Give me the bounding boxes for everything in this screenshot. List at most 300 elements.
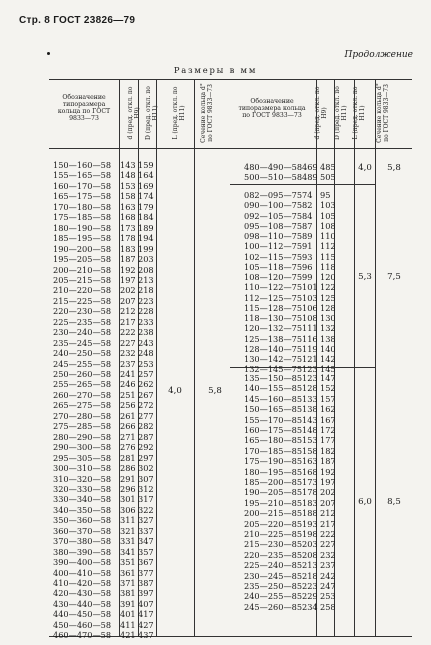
cell-D: 182 bbox=[320, 445, 336, 456]
cell-designation: 185—195—58 bbox=[53, 233, 112, 244]
cell-designation: 155—170—85 bbox=[244, 414, 303, 425]
table-row bbox=[53, 442, 155, 452]
cell-designation: 205—215—58 bbox=[53, 274, 112, 285]
cell-designation: 310—320—58 bbox=[53, 473, 112, 484]
cell-d: 208 bbox=[302, 549, 318, 560]
cell-designation: 320—330—58 bbox=[53, 483, 112, 494]
cell-d: 306 bbox=[120, 504, 136, 515]
cell-d: 173 bbox=[302, 477, 318, 487]
cell-d: 84 bbox=[302, 210, 313, 221]
cell-D: 174 bbox=[138, 191, 154, 202]
cell-designation: 215—225—58 bbox=[53, 295, 112, 306]
cell-designation: 175—185—58 bbox=[53, 212, 112, 223]
table-row bbox=[53, 536, 155, 546]
table-row bbox=[53, 421, 155, 431]
cell-designation: 255—265—58 bbox=[53, 379, 112, 390]
cell-D: 248 bbox=[138, 348, 154, 359]
table-row bbox=[244, 394, 354, 404]
cell-d: 158 bbox=[302, 445, 318, 456]
cell-d: 266 bbox=[120, 421, 136, 432]
cell-designation: 450—460—58 bbox=[53, 619, 112, 630]
cell-D: 417 bbox=[138, 609, 154, 620]
cell-designation: 210—225—85 bbox=[244, 529, 303, 539]
cell-D: 108 bbox=[320, 220, 336, 231]
table-row bbox=[244, 221, 354, 231]
table-row bbox=[53, 306, 155, 316]
cell-designation: 250—260—58 bbox=[53, 369, 112, 379]
cell-d: 148 bbox=[120, 170, 136, 181]
table-row bbox=[244, 487, 354, 497]
table-row bbox=[53, 599, 155, 609]
cell-d: 281 bbox=[120, 452, 136, 463]
cell-d: 291 bbox=[120, 473, 136, 484]
cell-designation: 120—132—75 bbox=[244, 323, 303, 334]
cell-designation: 220—235—85 bbox=[244, 549, 303, 560]
table-row bbox=[53, 348, 155, 358]
cell-D: 287 bbox=[138, 431, 154, 442]
cell-D: 243 bbox=[138, 337, 154, 348]
cell-d: 232 bbox=[120, 348, 136, 359]
left-table bbox=[49, 79, 237, 641]
cell-d: 351 bbox=[120, 557, 136, 568]
cell-D: 327 bbox=[138, 515, 154, 526]
cell-D: 128 bbox=[320, 302, 336, 313]
cell-d: 158 bbox=[120, 191, 136, 202]
cell-d: 301 bbox=[120, 494, 136, 505]
cell-d: 321 bbox=[120, 525, 136, 536]
table-row bbox=[53, 369, 155, 379]
cell-D: 317 bbox=[138, 494, 154, 505]
cell-D: 217 bbox=[320, 518, 336, 529]
cell-designation: 150—160—58 bbox=[53, 160, 112, 170]
table-row bbox=[244, 200, 354, 210]
cell-d: 103 bbox=[302, 292, 318, 303]
cell-D: 292 bbox=[138, 442, 154, 453]
cell-d: 168 bbox=[302, 466, 318, 477]
table-row bbox=[244, 303, 354, 313]
cell-D: 207 bbox=[320, 497, 336, 508]
table-row bbox=[244, 211, 354, 221]
cell-D: 115 bbox=[320, 251, 336, 262]
cell-D: 105 bbox=[320, 210, 336, 221]
cell-designation: 245—255—58 bbox=[53, 358, 112, 369]
cell-D: 297 bbox=[138, 452, 154, 463]
table-row bbox=[53, 202, 155, 212]
cell-d: 251 bbox=[120, 389, 136, 400]
cell-d: 229 bbox=[302, 591, 318, 602]
table-row bbox=[244, 282, 354, 292]
cell-d: 101 bbox=[302, 282, 318, 293]
table-row bbox=[244, 560, 354, 570]
header-L: L (пред. откл. по H11) bbox=[172, 86, 186, 140]
table-row bbox=[244, 498, 354, 508]
table-row bbox=[244, 415, 354, 425]
cell-D: 199 bbox=[138, 243, 154, 254]
cell-D: 172 bbox=[320, 425, 336, 435]
cell-D: 152 bbox=[320, 383, 336, 394]
table-row bbox=[244, 591, 354, 601]
cell-designation: 240—255—85 bbox=[244, 591, 303, 602]
cell-d: 213 bbox=[302, 560, 318, 571]
cell-designation: 135—150—85 bbox=[244, 373, 303, 383]
ink-dot bbox=[47, 52, 50, 55]
table-row bbox=[53, 244, 155, 254]
cell-designation: 082—095—75 bbox=[244, 190, 303, 200]
cell-d: 198 bbox=[302, 529, 318, 539]
table-row bbox=[244, 313, 354, 323]
cell-designation: 132—145—75 bbox=[244, 364, 303, 375]
cell-designation: 130—142—75 bbox=[244, 354, 303, 364]
cell-d: 121 bbox=[302, 354, 318, 364]
table-row bbox=[244, 550, 354, 560]
cell-designation: 210—220—58 bbox=[53, 285, 112, 296]
cell-designation: 300—310—58 bbox=[53, 463, 112, 474]
cell-D: 189 bbox=[138, 222, 154, 233]
cell-designation: 225—240—85 bbox=[244, 560, 303, 571]
table-row bbox=[244, 425, 354, 435]
table-row bbox=[53, 568, 155, 578]
cell-d: 207 bbox=[120, 295, 136, 306]
cell-D: 145 bbox=[320, 364, 336, 375]
table-row bbox=[244, 529, 354, 539]
table-row bbox=[53, 505, 155, 515]
cell-D: 203 bbox=[138, 254, 154, 265]
table-row bbox=[53, 160, 155, 170]
header-d: d (пред. откл. по H9) bbox=[127, 86, 141, 140]
cell-designation: 180—195—85 bbox=[244, 466, 303, 477]
right-group2-L: 5,3 bbox=[358, 272, 372, 282]
cell-designation: 240—250—58 bbox=[53, 348, 112, 359]
table-row bbox=[53, 223, 155, 233]
table-row bbox=[53, 359, 155, 369]
cell-designation: 380—390—58 bbox=[53, 546, 112, 557]
cell-D: 377 bbox=[138, 567, 154, 578]
cell-designation: 235—250—85 bbox=[244, 581, 303, 591]
cell-designation: 235—245—58 bbox=[53, 337, 112, 348]
cell-D: 118 bbox=[320, 261, 336, 272]
table-row bbox=[53, 547, 155, 557]
cell-designation: 195—205—58 bbox=[53, 254, 112, 265]
cell-d: 381 bbox=[120, 588, 136, 599]
table-row bbox=[53, 379, 155, 389]
cell-designation: 175—190—85 bbox=[244, 456, 303, 467]
left-L-value: 4,0 bbox=[168, 386, 182, 396]
cell-d: 193 bbox=[302, 518, 318, 529]
cell-d: 183 bbox=[302, 497, 318, 508]
cell-d: 296 bbox=[120, 483, 136, 494]
table-row bbox=[53, 620, 155, 630]
right-group3-L: 6,0 bbox=[358, 497, 372, 507]
table-row bbox=[53, 526, 155, 536]
table-row bbox=[244, 456, 354, 466]
table-row bbox=[244, 539, 354, 549]
cell-d: 138 bbox=[302, 404, 318, 415]
table-row bbox=[244, 272, 354, 282]
cell-d: 202 bbox=[120, 285, 136, 296]
cell-D: 169 bbox=[138, 180, 154, 191]
cell-d: 143 bbox=[302, 414, 318, 425]
cell-designation: 280—290—58 bbox=[53, 431, 112, 442]
cell-D: 427 bbox=[138, 619, 154, 630]
cell-D: 179 bbox=[138, 201, 154, 212]
cell-designation: 150—165—85 bbox=[244, 404, 303, 415]
cell-d: 163 bbox=[302, 456, 318, 467]
cell-D: 187 bbox=[320, 456, 336, 467]
cell-D: 202 bbox=[320, 487, 336, 498]
cell-d: 87 bbox=[302, 220, 313, 231]
table-row bbox=[244, 323, 354, 333]
cell-D: 407 bbox=[138, 598, 154, 609]
cell-designation: 275—285—58 bbox=[53, 421, 112, 432]
cell-d: 143 bbox=[120, 160, 136, 170]
table-row bbox=[53, 285, 155, 295]
header-section: Сечение кольца d° по ГОСТ 9833—73 bbox=[376, 83, 390, 143]
table-row bbox=[244, 602, 354, 612]
table-title: Размеры в мм bbox=[173, 65, 258, 75]
table-row bbox=[53, 630, 155, 640]
cell-d: 217 bbox=[120, 316, 136, 327]
cell-d: 203 bbox=[302, 539, 318, 550]
cell-designation: 295—305—58 bbox=[53, 452, 112, 463]
header-D: D (пред. откл. по H11) bbox=[145, 86, 159, 140]
cell-D: 125 bbox=[320, 292, 336, 303]
cell-D: 142 bbox=[320, 354, 336, 364]
cell-D: 247 bbox=[320, 581, 336, 591]
cell-D: 112 bbox=[320, 241, 336, 252]
cell-D: 184 bbox=[138, 212, 154, 223]
cell-designation: 205—220—85 bbox=[244, 518, 303, 529]
table-row bbox=[244, 581, 354, 591]
table-row bbox=[53, 327, 155, 337]
cell-designation: 500—510—58 bbox=[244, 172, 303, 183]
cell-d: 234 bbox=[302, 601, 318, 612]
table-row bbox=[244, 571, 354, 581]
cell-d: 421 bbox=[120, 630, 136, 641]
cell-D: 387 bbox=[138, 578, 154, 588]
right-group3-section: 8,5 bbox=[387, 497, 401, 507]
cell-d: 99 bbox=[302, 272, 313, 282]
cell-D: 357 bbox=[138, 546, 154, 557]
cell-designation: 460—470—58 bbox=[53, 630, 112, 641]
cell-designation: 118—130—75 bbox=[244, 313, 303, 323]
table-row bbox=[53, 494, 155, 504]
page-header: Стр. 8 ГОСТ 23826—79 bbox=[19, 15, 136, 26]
table-row bbox=[244, 344, 354, 354]
table-row bbox=[244, 190, 354, 200]
cell-designation: 170—180—58 bbox=[53, 201, 112, 212]
cell-designation: 140—155—85 bbox=[244, 383, 303, 394]
cell-D: 277 bbox=[138, 410, 154, 421]
table-row bbox=[244, 467, 354, 477]
cell-designation: 360—370—58 bbox=[53, 525, 112, 536]
cell-d: 218 bbox=[302, 570, 318, 581]
table-row bbox=[53, 474, 155, 484]
cell-designation: 105—118—75 bbox=[244, 261, 303, 272]
cell-d: 341 bbox=[120, 546, 136, 557]
cell-D: 140 bbox=[320, 343, 336, 354]
cell-D: 347 bbox=[138, 536, 154, 547]
cell-d: 246 bbox=[120, 379, 136, 390]
cell-designation: 245—260—85 bbox=[244, 601, 303, 612]
cell-d: 116 bbox=[302, 333, 318, 344]
cell-designation: 165—180—85 bbox=[244, 435, 303, 446]
cell-designation: 260—270—58 bbox=[53, 389, 112, 400]
cell-designation: 230—240—58 bbox=[53, 327, 112, 338]
cell-designation: 190—205—85 bbox=[244, 487, 303, 498]
table-row bbox=[53, 317, 155, 327]
cell-D: 227 bbox=[320, 539, 336, 550]
right-table bbox=[230, 79, 412, 637]
cell-designation: 430—440—58 bbox=[53, 598, 112, 609]
cell-designation: 102—115—75 bbox=[244, 251, 303, 262]
cell-d: 276 bbox=[120, 442, 136, 453]
cell-d: 153 bbox=[120, 180, 136, 191]
cell-D: 218 bbox=[138, 285, 154, 296]
cell-d: 391 bbox=[120, 598, 136, 609]
table-row bbox=[53, 191, 155, 201]
cell-designation: 340—350—58 bbox=[53, 504, 112, 515]
cell-D: 159 bbox=[138, 160, 154, 170]
table-row bbox=[53, 338, 155, 348]
table-row bbox=[53, 453, 155, 463]
cell-designation: 350—360—58 bbox=[53, 515, 112, 526]
cell-designation: 290—300—58 bbox=[53, 442, 112, 453]
cell-d: 133 bbox=[302, 393, 318, 404]
cell-designation: 185—200—85 bbox=[244, 477, 303, 487]
cell-D: 103 bbox=[320, 200, 336, 211]
cell-d: 123 bbox=[302, 364, 318, 375]
cell-designation: 480—490—58 bbox=[244, 162, 303, 172]
cell-designation: 370—380—58 bbox=[53, 536, 112, 547]
table-row bbox=[53, 578, 155, 588]
continuation-label: Продолжение bbox=[344, 50, 413, 60]
cell-d: 96 bbox=[302, 261, 313, 272]
cell-d: 123 bbox=[302, 373, 318, 383]
cell-D: 302 bbox=[138, 463, 154, 474]
cell-d: 178 bbox=[302, 487, 318, 498]
cell-D: 194 bbox=[138, 233, 154, 244]
cell-d: 178 bbox=[120, 233, 136, 244]
cell-d: 361 bbox=[120, 567, 136, 578]
cell-designation: 400—410—58 bbox=[53, 567, 112, 578]
cell-D: 242 bbox=[320, 570, 336, 581]
table-row bbox=[244, 508, 354, 518]
cell-D: 367 bbox=[138, 557, 154, 568]
table-row bbox=[53, 296, 155, 306]
header-section: Сечение кольца d° по ГОСТ 9833—73 bbox=[200, 83, 214, 143]
cell-D: 257 bbox=[138, 369, 154, 379]
table-row bbox=[53, 557, 155, 567]
cell-designation: 160—175—85 bbox=[244, 425, 303, 435]
cell-D: 238 bbox=[138, 327, 154, 338]
cell-designation: 092—105—75 bbox=[244, 210, 303, 221]
cell-designation: 195—210—85 bbox=[244, 497, 303, 508]
right-group1-L: 4,0 bbox=[358, 163, 372, 173]
cell-d: 91 bbox=[302, 241, 313, 252]
table-row bbox=[244, 162, 354, 172]
cell-D: 312 bbox=[138, 483, 154, 494]
cell-d: 163 bbox=[120, 201, 136, 212]
cell-d: 401 bbox=[120, 609, 136, 620]
cell-D: 232 bbox=[320, 549, 336, 560]
cell-designation: 090—100—75 bbox=[244, 200, 303, 211]
cell-D: 485 bbox=[320, 162, 336, 172]
cell-d: 183 bbox=[120, 243, 136, 254]
table-row bbox=[53, 484, 155, 494]
cell-d: 128 bbox=[302, 383, 318, 394]
cell-D: 222 bbox=[320, 529, 336, 539]
cell-D: 162 bbox=[320, 404, 336, 415]
left-section-value: 5,8 bbox=[208, 386, 222, 396]
cell-D: 237 bbox=[320, 560, 336, 571]
cell-designation: 215—230—85 bbox=[244, 539, 303, 550]
cell-D: 397 bbox=[138, 588, 154, 599]
cell-d: 256 bbox=[120, 400, 136, 411]
cell-d: 271 bbox=[120, 431, 136, 442]
cell-designation: 230—245—85 bbox=[244, 570, 303, 581]
table-row bbox=[53, 275, 155, 285]
table-row bbox=[53, 609, 155, 619]
table-row bbox=[244, 293, 354, 303]
cell-d: 331 bbox=[120, 536, 136, 547]
cell-d: 74 bbox=[302, 190, 313, 200]
table-row bbox=[244, 446, 354, 456]
table-row bbox=[244, 172, 354, 182]
table-row bbox=[53, 400, 155, 410]
cell-designation: 155—165—58 bbox=[53, 170, 112, 181]
right-group2-section: 7,5 bbox=[387, 272, 401, 282]
cell-designation: 265—275—58 bbox=[53, 400, 112, 411]
cell-designation: 410—420—58 bbox=[53, 578, 112, 588]
cell-D: 307 bbox=[138, 473, 154, 484]
header-L: L (пред. откл. по H11) bbox=[352, 86, 366, 140]
cell-D: 192 bbox=[320, 466, 336, 477]
cell-designation: 108—120—75 bbox=[244, 272, 303, 282]
cell-designation: 128—140—75 bbox=[244, 343, 303, 354]
table-row bbox=[244, 435, 354, 445]
cell-D: 337 bbox=[138, 525, 154, 536]
table-row bbox=[53, 515, 155, 525]
table-row bbox=[244, 404, 354, 414]
table-row bbox=[244, 477, 354, 487]
cell-designation: 200—215—85 bbox=[244, 508, 303, 519]
header-designation: Обозначение типоразмера кольца по ГОСТ 9833—73 bbox=[238, 98, 306, 119]
cell-d: 187 bbox=[120, 254, 136, 265]
table-row bbox=[244, 373, 354, 383]
cell-d: 223 bbox=[302, 581, 318, 591]
cell-designation: 200—210—58 bbox=[53, 264, 112, 275]
cell-D: 138 bbox=[320, 333, 336, 344]
cell-d: 489 bbox=[302, 172, 318, 183]
cell-D: 120 bbox=[320, 272, 336, 282]
cell-designation: 270—280—58 bbox=[53, 410, 112, 421]
cell-D: 253 bbox=[320, 591, 336, 602]
cell-designation: 220—230—58 bbox=[53, 306, 112, 317]
cell-designation: 225—235—58 bbox=[53, 316, 112, 327]
cell-D: 164 bbox=[138, 170, 154, 181]
table-row bbox=[53, 463, 155, 473]
cell-D: 147 bbox=[320, 373, 336, 383]
cell-D: 267 bbox=[138, 389, 154, 400]
cell-D: 122 bbox=[320, 282, 336, 293]
cell-D: 132 bbox=[320, 323, 336, 334]
cell-d: 168 bbox=[120, 212, 136, 223]
cell-d: 227 bbox=[120, 337, 136, 348]
table-row bbox=[53, 432, 155, 442]
cell-D: 223 bbox=[138, 295, 154, 306]
table-row bbox=[53, 181, 155, 191]
header-d: d (пред. откл. по H9) bbox=[314, 86, 328, 140]
